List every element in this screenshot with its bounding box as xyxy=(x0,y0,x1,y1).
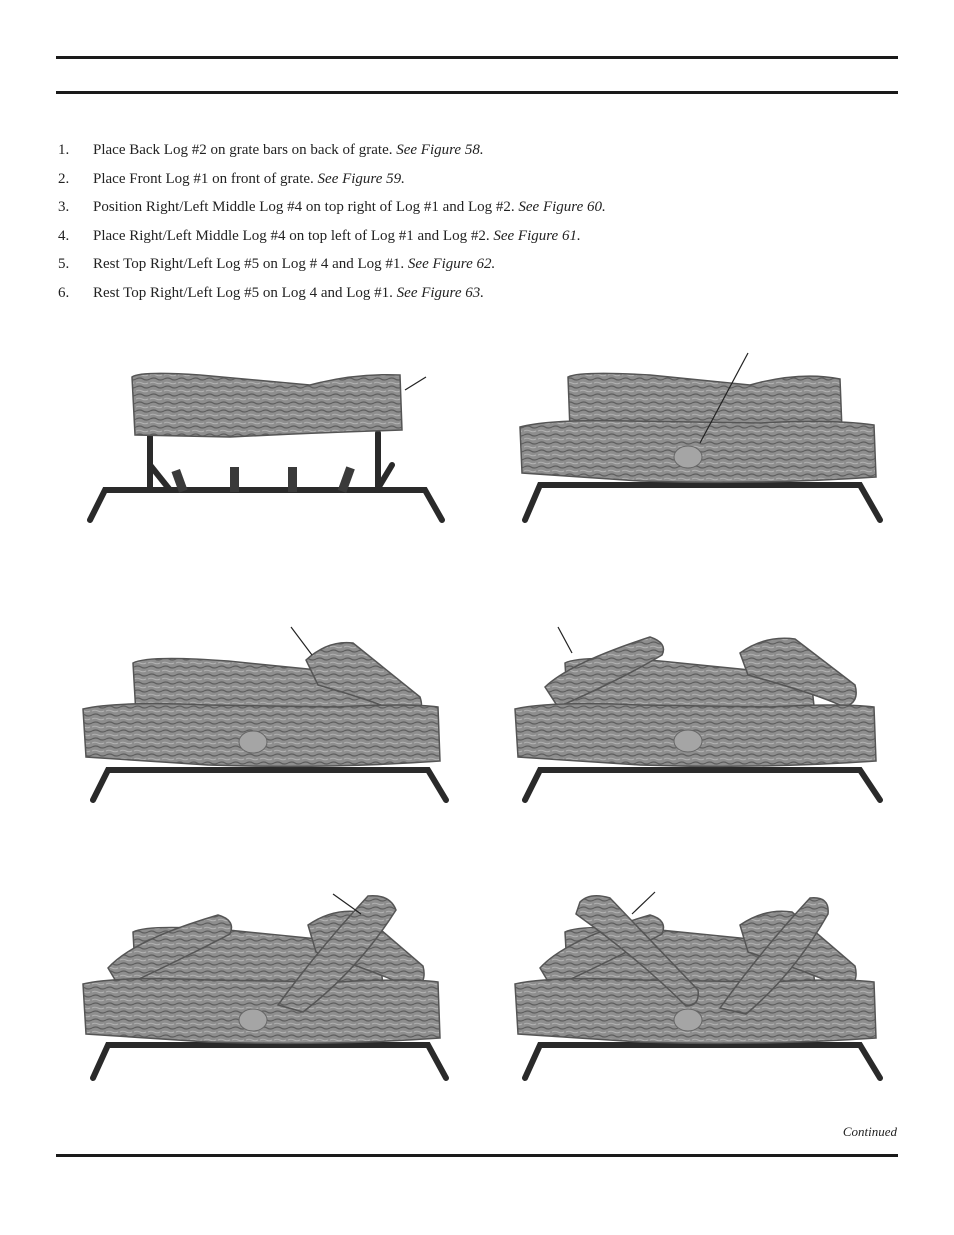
step-item: 3. Position Right/Left Middle Log #4 on top right of Log #1 and Log #2. See Figure 60. xyxy=(58,199,606,215)
continued-label: Continued xyxy=(842,1124,897,1139)
step-item: 1. Place Back Log #2 on grate bars on back of grate. See Figure 58. xyxy=(58,142,484,158)
figure-58-back-log xyxy=(80,345,460,530)
figure-reference: See Figure 60. xyxy=(518,199,606,215)
step-list xyxy=(58,140,898,311)
figure-reference: See Figure 59. xyxy=(317,170,405,187)
figure-reference: See Figure 62. xyxy=(407,256,496,272)
figure-62-top-log-right xyxy=(78,890,458,1085)
step-item: 6. Rest Top Right/Left Log #5 on Log 4 and Log #1. See Figure 63. xyxy=(58,284,484,301)
step-item: 4. Place Right/Left Middle Log #4 on top left of Log #1 and Log #2. See Figure 61. xyxy=(58,227,581,244)
figure-61-middle-log-left xyxy=(510,625,890,810)
figure-60-middle-log-right xyxy=(78,625,458,810)
step-item: 2. Place Front Log #1 on front of grate. See Figure 59. xyxy=(58,170,405,187)
figure-reference: See Figure 58. xyxy=(396,142,484,158)
figure-63-top-log-left xyxy=(510,890,890,1085)
header-rule xyxy=(56,91,898,94)
top-rule xyxy=(56,56,898,59)
figure-reference: See Figure 63. xyxy=(396,284,484,301)
figure-59-front-log xyxy=(510,345,890,530)
bottom-rule xyxy=(56,1154,898,1157)
step-item: 5. Rest Top Right/Left Log #5 on Log # 4 and Log #1. See Figure 62. xyxy=(58,256,496,272)
figure-reference: See Figure 61. xyxy=(493,227,581,244)
